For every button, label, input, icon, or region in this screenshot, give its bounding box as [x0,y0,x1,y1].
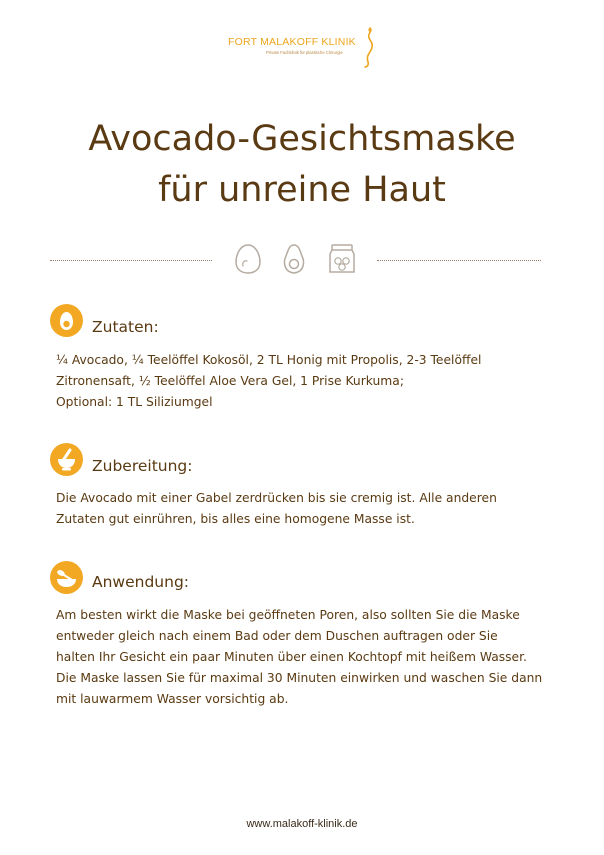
section-heading-zutaten: Zutaten: [92,318,159,336]
logo-subtitle: Private Fachklinik für plastische Chirurgie [266,50,343,55]
section-heading-zubereitung: Zubereitung: [92,457,193,475]
website-link[interactable]: www.malakoff-klinik.de [246,818,358,830]
dotted-divider-left [50,260,212,261]
section-text-anwendung [56,605,576,710]
section-heading-anwendung: Anwendung: [92,573,190,591]
text-line: Die Avocado mit einer Gabel zerdrücken bis sie cremig ist. Alle anderen [56,491,497,505]
text-line: Die Maske lassen Sie für maximal 30 Minuten einwirken und waschen Sie dann [56,671,543,685]
honey-jar-icon [326,242,358,276]
text-line: ¼ Avocado, ¼ Teelöffel Kokosöl, 2 TL Honig mit Propolis, 2-3 Teelöffel [56,353,482,367]
section-text-zubereitung [56,488,576,530]
text-line: entweder gleich nach einem Bad oder dem Duschen auftragen oder Sie [56,629,498,643]
text-line: Am besten wirkt die Maske bei geöffneten Poren, also sollten Sie die Maske [56,608,520,622]
dotted-divider-right [377,260,541,261]
section-text-zutaten [56,350,576,413]
clinic-logo [228,26,388,70]
title-line-2: für unreine Haut [158,170,446,210]
logo-name: FORT MALAKOFF KLINIK [228,36,356,48]
egg-icon [233,242,263,276]
text-line: Zutaten gut einrühren, bis alles eine homogene Masse ist. [56,512,415,526]
spoon-bowl-section-icon [50,561,83,594]
avocado-icon [281,242,307,276]
mortar-pestle-section-icon [50,443,83,476]
page-title [0,114,604,216]
logo-figure-icon [361,26,377,68]
text-line: mit lauwarmem Wasser vorsichtig ab. [56,692,289,706]
egg-section-icon [50,304,83,337]
title-line-1: Avocado-Gesichtsmaske [88,119,516,159]
text-line: Optional: 1 TL Siliziumgel [56,395,213,409]
text-line: Zitronensaft, ½ Teelöffel Aloe Vera Gel, 1 Prise Kurkuma; [56,374,404,388]
text-line: halten Ihr Gesicht ein paar Minuten über einen Kochtopf mit heißem Wasser. [56,650,527,664]
